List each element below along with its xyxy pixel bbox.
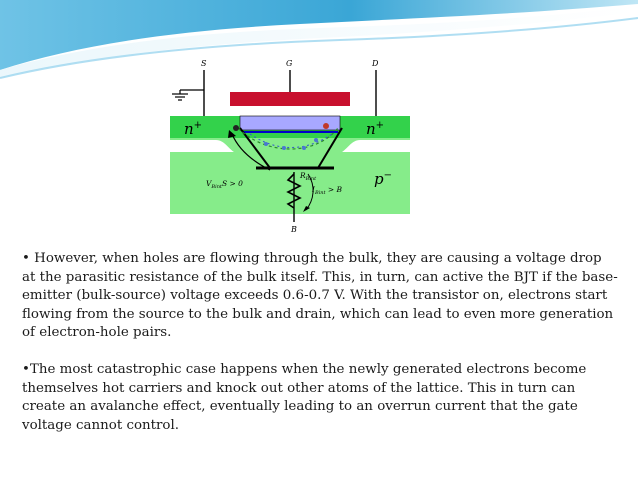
paragraph-avalanche: •The most catastrophic case happens when the newly generated electrons become themselves hot carriers and knock out other atoms of the lattice. This in turn can create an avalanche effect, eventually leading to an overrun current that the gate voltage cannot control.: [22, 361, 587, 433]
paragraph-bulk-current: • However, when holes are flowing through the bulk, they are causing a voltage drop at the parasitic resistance of the bulk itself. This, in turn, can active the BJT if the base-emitter (bulk-source) voltage exceeds 0.6-0.7 V. With the transistor on, electrons start flowing from the source to the bulk and drain, which can lead to even more generation of electron-hole pairs.: [22, 251, 618, 341]
gate-label: G: [286, 59, 293, 68]
substrate-region-label: p−: [374, 170, 392, 188]
mosfet-cross-section-diagram: [166, 56, 412, 234]
ibint-annotation: $I_{Bint} > B$: [312, 185, 343, 196]
source-region-label: n+: [184, 120, 203, 138]
source-label: S: [201, 59, 207, 68]
gate-electrode: [230, 92, 350, 106]
bulk-label: B: [291, 225, 297, 234]
drain-label: D: [372, 59, 379, 68]
rbint-annotation: $R_{Bint}$: [300, 171, 317, 182]
ground-icon: [172, 90, 204, 100]
drain-region-label: n+: [366, 120, 385, 138]
slide-body-text: [22, 250, 618, 435]
vbint-annotation: $V_{Bint}S > 0$: [206, 179, 243, 190]
